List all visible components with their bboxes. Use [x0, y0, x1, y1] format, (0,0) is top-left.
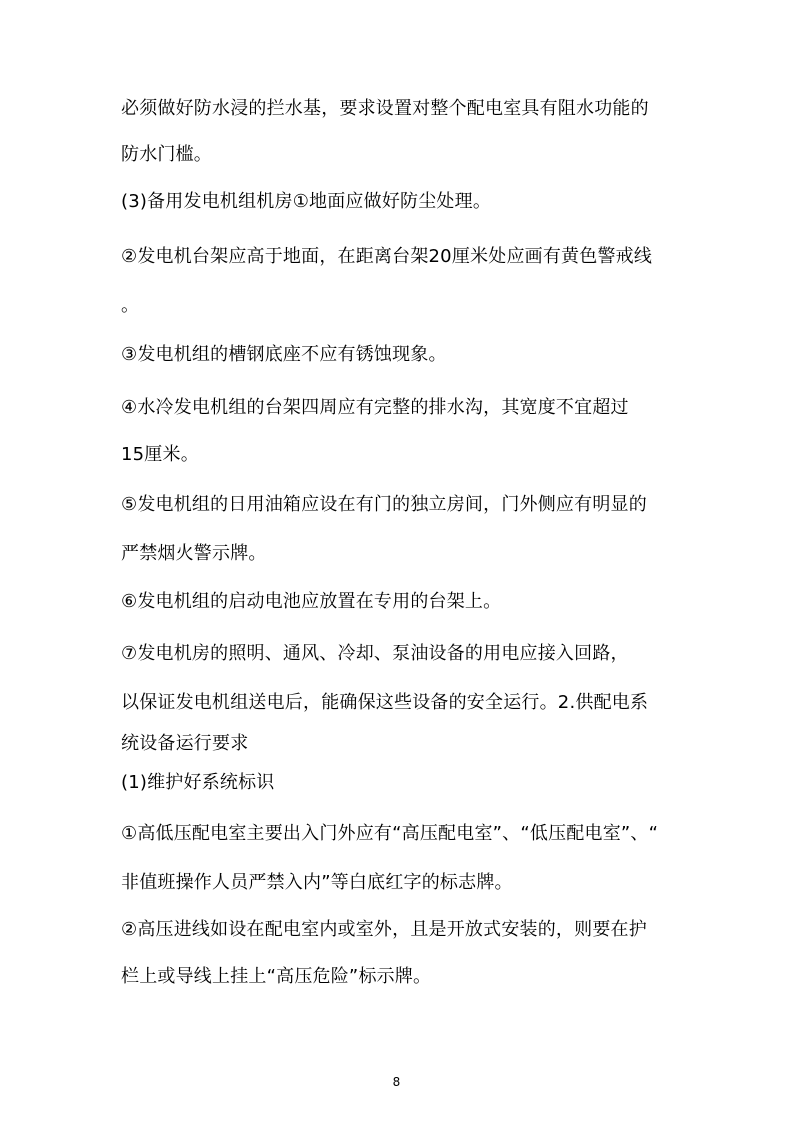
page-number: 8 [392, 1075, 401, 1089]
text-line: (3)备用发电机组机房①地面应做好防尘处理。 [121, 191, 492, 212]
text-line: ④水冷发电机组的台架四周应有完整的排水沟，其宽度不宜超过 [121, 397, 629, 418]
text-line: ⑤发电机组的日用油箱应设在有门的独立房间，门外侧应有明显的 [121, 494, 647, 515]
text-line: ①高低压配电室主要出入门外应有“高压配电室”、“低压配电室”、“ [121, 823, 659, 844]
text-line: ⑦发电机房的照明、通风、冷却、泵油设备的用电应接入回路， [121, 643, 629, 664]
text-line: (1)维护好系统标识 [121, 772, 275, 793]
text-line: 非值班操作人员严禁入内”等白底红字的标志牌。 [121, 872, 513, 893]
text-line: 以保证发电机组送电后，能确保这些设备的安全运行。2.供配电系 [121, 692, 649, 713]
text-line: 必须做好防水浸的拦水基，要求设置对整个配电室具有阻水功能的 [121, 98, 649, 119]
text-line: 统设备运行要求 [121, 733, 249, 754]
text-line: 。 [121, 295, 140, 316]
text-line: ③发电机组的槽钢底座不应有锈蚀现象。 [121, 344, 447, 365]
text-line: ⑥发电机组的启动电池应放置在专用的台架上。 [121, 591, 502, 612]
text-line: ②发电机台架应高于地面，在距离台架20厘米处应画有黄色警戒线 [121, 246, 653, 267]
text-line: 栏上或导线上挂上“高压危险”标示牌。 [121, 966, 432, 987]
text-line: 严禁烟火警示牌。 [121, 543, 267, 564]
text-line: 15厘米。 [121, 444, 199, 465]
text-line: ②高压进线如设在配电室内或室外，且是开放式安装的，则要在护 [121, 919, 647, 940]
text-line: 防水门槛。 [121, 144, 212, 165]
